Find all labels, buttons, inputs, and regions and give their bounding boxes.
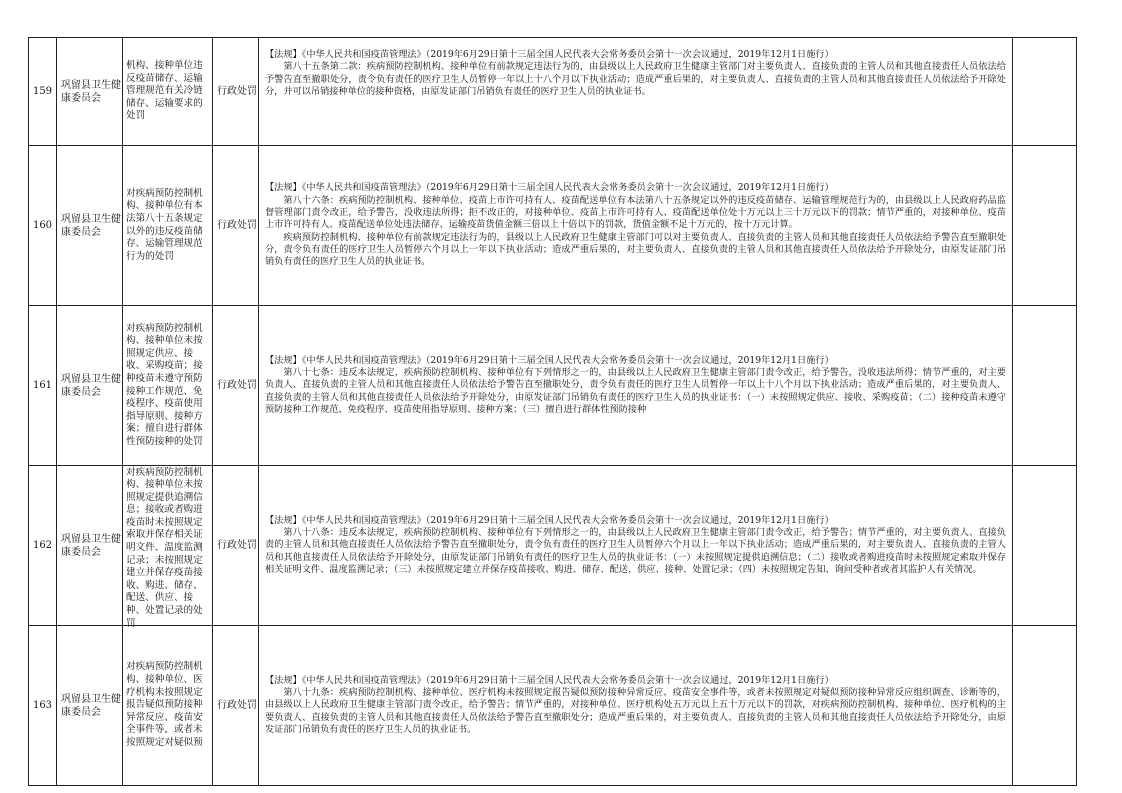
item-text: 机构、接种单位违反疫苗储存、运输管理规范有关冷链储存、运输要求的处罚 [126,60,203,122]
table-row [29,306,1077,466]
category-cell: 行政处罚 [213,626,259,786]
law-clause: 疾病预防控制机构、接种单位有前款规定违法行为的，县级以上人民政府卫生健康主管部门可以对主要负责人、直接负责的主管人员和其他直接责任人员依法给予警告直至撤职处分，责令负有责任的医疗卫生人员暂停六个月以上一年以下执业活动；造成严重后果的，对主要负责人、直接负责的主管人员和其他直接责任人员依法给予开除处分，由原发证部门吊销负有责任的医疗卫生人员的执业证书。 [265,231,1006,268]
penalty-table-sheet [28,37,1076,748]
category-cell: 行政处罚 [213,38,259,146]
law-title: 【法规】《中华人民共和国疫苗管理法》（2019年6月29日第十三届全国人民代表大会常务委员会第十一次会议通过，2019年12月1日施行） [265,48,834,60]
remarks-cell [1013,306,1077,466]
law-title: 【法规】《中华人民共和国疫苗管理法》（2019年6月29日第十三届全国人民代表大会常务委员会第十一次会议通过，2019年12月1日施行） [265,182,834,194]
table-row [29,626,1077,786]
item-cell [123,466,213,629]
category-cell: 行政处罚 [213,466,259,626]
legal-basis-cell [259,306,1013,466]
row-number: 161 [29,306,57,466]
item-cell [123,38,213,146]
authority-cell: 巩留县卫生健康委员会 [57,306,123,466]
penalty-table [28,37,1077,786]
law-clause: 第八十七条：违反本法规定，疾病预防控制机构、接种单位有下列情形之一的，由县级以上人民政府卫生健康主管部门责令改正，给予警告，没收违法所得；情节严重的，对主要负责人、直接负责的主管人员和其他直接责任人员依法给予警告直至撤职处分，责令负有责任的医疗卫生人员暂停一年以上十八个月以下执业活动；造成严重后果的，对主要负责人、直接负责的主管人员和其他直接责任人员依法给予开除处分，由原发证部门吊销负有责任的医疗卫生人员的执业证书：（一）未按照规定供应、接收、采购疫苗；（二）接种疫苗未遵守预防接种工作规范、免疫程序、疫苗使用指导原则、接种方案；（三）擅自进行群体性预防接种 [265,367,1006,415]
row-number: 159 [29,38,57,146]
item-cell [123,306,213,466]
legal-basis-cell [259,626,1013,786]
table-row [29,466,1077,626]
law-title: 【法规】《中华人民共和国疫苗管理法》（2019年6月29日第十三届全国人民代表大会常务委员会第十一次会议通过，2019年12月1日施行） [265,674,834,686]
row-number: 160 [29,146,57,306]
item-cell [123,146,213,306]
legal-basis-cell [259,146,1013,306]
authority-cell: 巩留县卫生健康委员会 [57,146,123,306]
item-cell [123,626,213,786]
item-text: 对疾病预防控制机构、接种单位、医疗机构未按照规定报告疑似预防接种异常反应、疫苗安全事件等，或者未按照规定对疑似预 [126,661,203,748]
item-text: 对疾病预防控制机构、接种单位未按照规定供应、接收、采购疫苗；接种疫苗未遵守预防接种工作规范、免疫程序、疫苗使用指导原则、接种方案；擅自进行群体性预防接种的处罚 [126,322,203,447]
category-cell: 行政处罚 [213,146,259,306]
item-text: 对疾病预防控制机构、接种单位未按照规定提供追溯信息；接收或者购进疫苗时未按照规定索取并保存相关证明文件、温度监测记录；未按照规定建立并保存疫苗接收、购进、储存、配送、供应、接种、处置记录的处罚 [126,466,203,629]
law-title: 【法规】《中华人民共和国疫苗管理法》（2019年6月29日第十三届全国人民代表大会常务委员会第十一次会议通过，2019年12月1日施行） [265,514,834,526]
remarks-cell [1013,626,1077,786]
authority-cell: 巩留县卫生健康委员会 [57,466,123,626]
law-clause: 第八十九条：疾病预防控制机构、接种单位、医疗机构未按照规定报告疑似预防接种异常反应、疫苗安全事件等，或者未按照规定对疑似预防接种异常反应组织调查、诊断等的，由县级以上人民政府卫生健康主管部门责令改正，给予警告；情节严重的，对接种单位、医疗机构处五万元以上五十万元以下的罚款，对疾病预防控制机构、接种单位、医疗机构的主要负责人、直接负责的主管人员和其他直接责任人员依法给予警告直至撤职处分；造成严重后果的，对主要负责人、直接负责的主管人员和其他直接责任人员依法给予开除处分，由原发证部门吊销负有责任的医疗卫生人员的执业证书。 [265,687,1006,735]
authority-cell: 巩留县卫生健康委员会 [57,626,123,786]
item-text: 对疾病预防控制机构、接种单位有本法第八十五条规定以外的违反疫苗储存、运输管理规范行为的处罚 [126,187,203,262]
table-row [29,146,1077,306]
remarks-cell [1013,466,1077,626]
row-number: 163 [29,626,57,786]
table-row [29,38,1077,146]
remarks-cell [1013,146,1077,306]
legal-basis-cell [259,466,1013,626]
law-title: 【法规】《中华人民共和国疫苗管理法》（2019年6月29日第十三届全国人民代表大会常务委员会第十一次会议通过，2019年12月1日施行） [265,354,834,366]
legal-basis-cell [259,38,1013,146]
law-clause: 第八十五条第二款：疾病预防控制机构、接种单位有前款规定违法行为的，由县级以上人民政府卫生健康主管部门对主要负责人、直接负责的主管人员和其他直接责任人员依法给予警告直至撤职处分，责令负有责任的医疗卫生人员暂停一年以上十八个月以下执业活动；造成严重后果的，对主要负责人、直接负责的主管人员和其他直接责任人员依法给予开除处分，并可以吊销接种单位的接种资格，由原发证部门吊销负有责任的医疗卫生人员的执业证书。 [265,61,1006,97]
row-number: 162 [29,466,57,626]
law-clause: 第八十六条：疾病预防控制机构、接种单位、疫苗上市许可持有人、疫苗配送单位有本法第八十五条规定以外的违反疫苗储存、运输管理规范行为的，由县级以上人民政府药品监督管理部门责令改正，给予警告，没收违法所得；拒不改正的，对接种单位、疫苗上市许可持有人、疫苗配送单位处十万元以上三十万元以下的罚款；情节严重的，对接种单位、疫苗上市许可持有人、疫苗配送单位处违法储存、运输疫苗货值金额三倍以上十倍以下的罚款，货值金额不足十万元的，按十万元计算。 [265,194,1006,231]
authority-cell: 巩留县卫生健康委员会 [57,38,123,146]
category-cell: 行政处罚 [213,306,259,466]
remarks-cell [1013,38,1077,146]
law-clause: 第八十八条：违反本法规定，疾病预防控制机构、接种单位有下列情形之一的，由县级以上人民政府卫生健康主管部门责令改正，给予警告；情节严重的，对主要负责人、直接负责的主管人员和其他直接责任人员依法给予警告直至撤职处分，责令负有责任的医疗卫生人员暂停六个月以上一年以下执业活动；造成严重后果的，对主要负责人、直接负责的主管人员和其他直接责任人员依法给予开除处分，由原发证部门吊销负有责任的医疗卫生人员的执业证书：（一）未按照规定提供追溯信息；（二）接收或者购进疫苗时未按照规定索取并保存相关证明文件、温度监测记录；（三）未按照规定建立并保存疫苗接收、购进、储存、配送、供应、接种、处置记录；（四）未按照规定告知、询问受种者或者其监护人有关情况。 [265,527,1006,575]
